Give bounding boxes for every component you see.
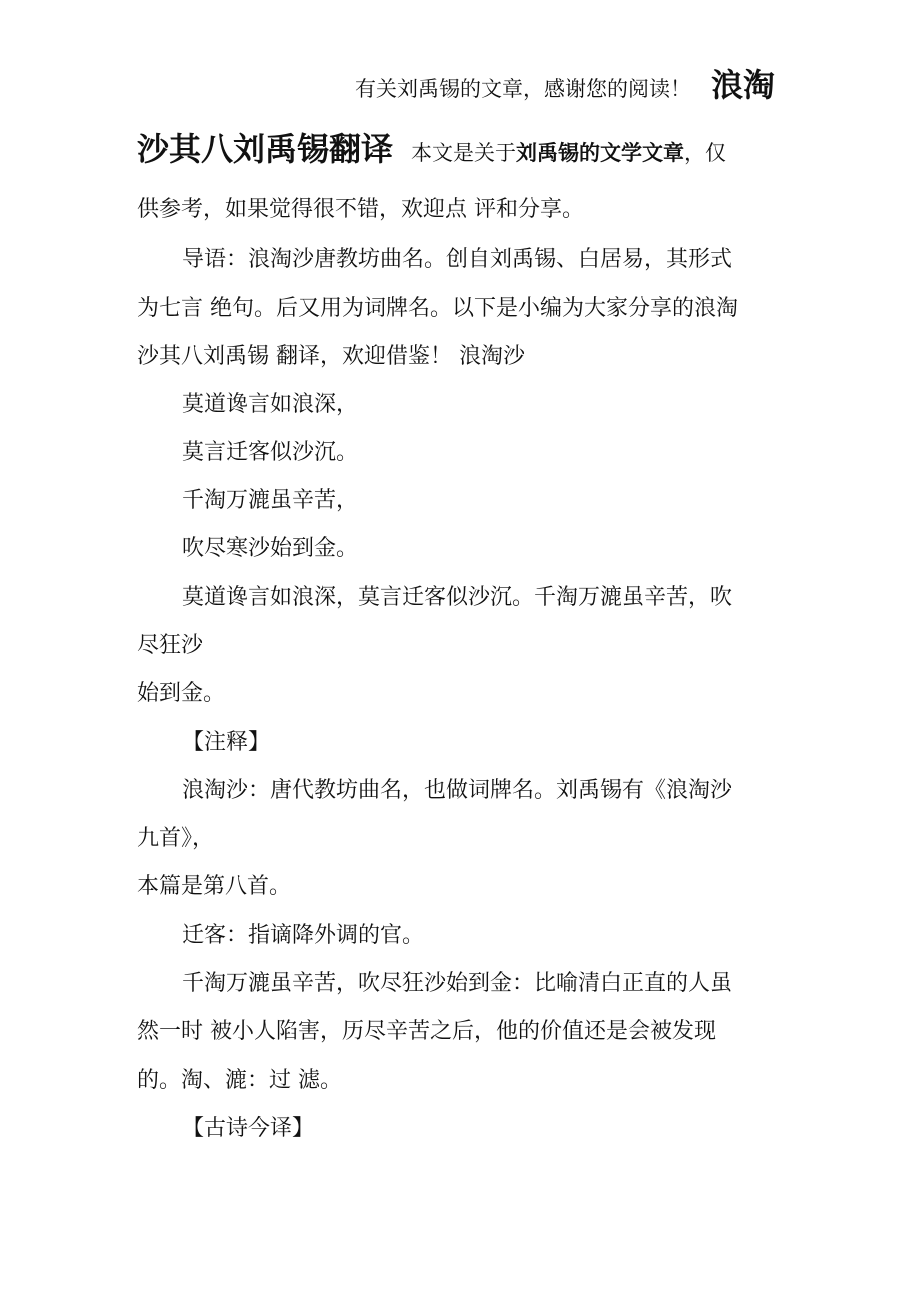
note-1-line-3: 本篇是第八首。 bbox=[137, 874, 292, 899]
poem-line-4: 吹尽寒沙始到金。 bbox=[182, 536, 359, 561]
poem-line-1: 莫道谗言如浪深， bbox=[182, 392, 359, 417]
intro-line-2: 供参考，如果觉得很不错，欢迎点 评和分享。 bbox=[137, 197, 584, 222]
poem-full-line-1: 莫道谗言如浪深，莫言迁客似沙沉。千淘万漉虽辛苦，吹 bbox=[182, 585, 733, 610]
poem-line-3: 千淘万漉虽辛苦， bbox=[182, 488, 359, 513]
guide-line-3: 沙其八刘禹锡 翻译，欢迎借鉴！ 浪淘沙 bbox=[137, 344, 525, 369]
note-3-line-2: 然一时 被小人陷害，历尽辛苦之后，他的价值还是会被发现 bbox=[137, 1019, 716, 1044]
guide-line-2: 为七言 绝句。后又用为词牌名。以下是小编为大家分享的浪淘 bbox=[137, 296, 738, 321]
intro-tail-text: ，仅 bbox=[684, 141, 727, 165]
header-note: 有关刘禹锡的文章，感谢您的阅读！ bbox=[355, 77, 691, 101]
note-1-line-1: 浪淘沙：唐代教坊曲名，也做词牌名。刘禹锡有《浪淘沙 bbox=[182, 778, 733, 803]
note-2: 迁客：指谪降外调的官。 bbox=[182, 923, 425, 948]
note-3-line-1: 千淘万漉虽辛苦，吹尽狂沙始到金：比喻清白正直的人虽 bbox=[182, 971, 733, 996]
intro-plain-text: 本文是关于 bbox=[411, 141, 517, 165]
title-line bbox=[137, 124, 726, 170]
guide-line-1: 导语：浪淘沙唐教坊曲名。创自刘禹锡、白居易，其形式 bbox=[182, 247, 733, 272]
notes-heading: 【注释】 bbox=[182, 730, 271, 755]
header-line bbox=[355, 60, 775, 106]
poem-line-2: 莫言迁客似沙沉。 bbox=[182, 440, 359, 465]
translation-heading: 【古诗今译】 bbox=[182, 1116, 315, 1141]
note-3-line-3: 的。淘、漉：过 滤。 bbox=[137, 1068, 342, 1093]
poem-full-line-2: 尽狂沙 bbox=[137, 633, 204, 658]
intro-bold-text: 刘禹锡的文学文章 bbox=[516, 141, 685, 165]
poem-full-line-3: 始到金。 bbox=[137, 681, 226, 706]
note-1-line-2: 九首》， bbox=[137, 826, 215, 851]
title-second-part: 沙其八刘禹锡翻译 bbox=[137, 130, 394, 168]
title-first-part: 浪淘 bbox=[711, 66, 776, 104]
